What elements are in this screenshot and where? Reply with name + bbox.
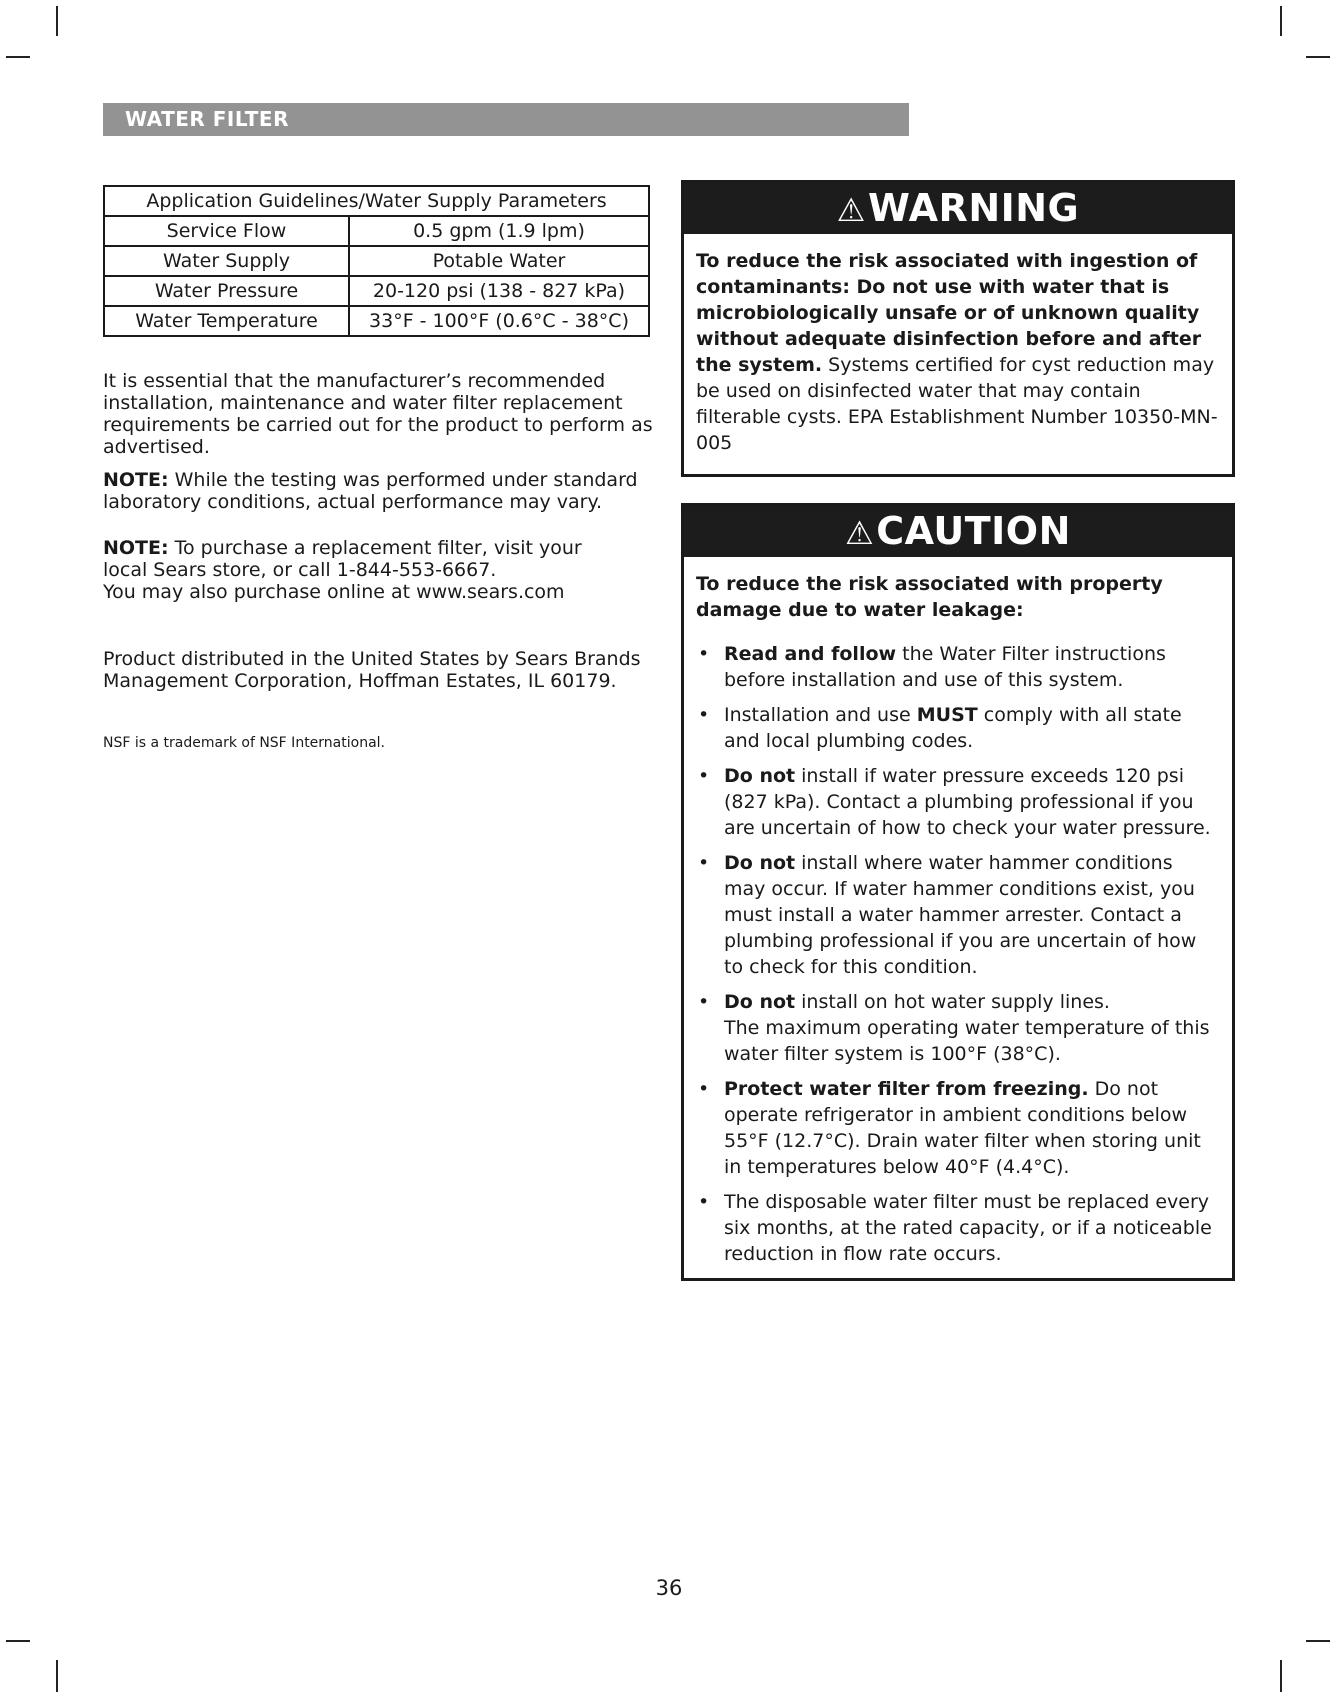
caution-box xyxy=(681,503,1235,1281)
bullet-bold: Do not xyxy=(724,991,796,1013)
list-item: • The disposable water filter must be replaced every six months, at the rated capacity, or if a noticeable reduction in flow rate occurs. xyxy=(698,1191,1212,1265)
bullet-bold: Read and follow xyxy=(724,643,897,665)
bullet-text: install if water pressure exceeds 120 psi (827 kPa). Contact a plumbing professional if you are uncertain of how to check your water pressure. xyxy=(724,765,1211,839)
bullet-bold: Protect water filter from freezing. xyxy=(724,1078,1089,1100)
bullet-text: Do not operate refrigerator in ambient conditions below 55°F (12.7°C). Drain water filter when storing unit in temperatures below 40°F (4.4°C). xyxy=(724,1078,1201,1178)
caution-list xyxy=(696,641,1220,1267)
warning-triangle-icon: ⚠ xyxy=(836,191,866,229)
crop-mark xyxy=(56,1660,58,1692)
trademark-note: NSF is a trademark of NSF International. xyxy=(103,735,385,751)
warning-box xyxy=(681,180,1235,477)
list-item: • Read and follow the Water Filter instructions before installation and use of this system. xyxy=(698,643,1166,691)
crop-mark xyxy=(1280,1660,1282,1692)
param-label: Water Pressure xyxy=(104,276,349,306)
page-number: 36 xyxy=(655,1576,683,1600)
table-row xyxy=(104,276,649,306)
param-value: 0.5 gpm (1.9 lpm) xyxy=(349,216,649,246)
crop-mark xyxy=(1280,6,1282,36)
note-purchase xyxy=(103,537,623,603)
table-row xyxy=(104,246,649,276)
warning-triangle-icon: ⚠ xyxy=(845,514,875,552)
param-value: 33°F - 100°F (0.6°C - 38°C) xyxy=(349,306,649,336)
list-item: • Do not install on hot water supply lines. The maximum operating water temperature of this water filter system is 100°F (38°C). xyxy=(698,991,1210,1065)
table-row xyxy=(104,216,649,246)
distributor-paragraph: Product distributed in the United States by Sears Brands Management Corporation, Hoffman Estates, IL 60179. xyxy=(103,648,641,692)
warning-text: Systems certified for cyst reduction may be used on disinfected water that may contain filterable cysts. EPA Establishment Number 10350-MN-005 xyxy=(696,354,1218,454)
param-label: Water Supply xyxy=(104,246,349,276)
bullet-text: the Water Filter instructions before installation and use of this system. xyxy=(724,643,1166,691)
warning-body xyxy=(684,234,1232,456)
bullet-text: install on hot water supply lines. xyxy=(795,991,1110,1013)
note-label: NOTE: xyxy=(103,469,169,491)
parameters-table xyxy=(103,185,650,337)
param-label: Service Flow xyxy=(104,216,349,246)
table-title: Application Guidelines/Water Supply Parameters xyxy=(104,186,649,216)
note-testing xyxy=(103,469,658,513)
list-item: • Protect water filter from freezing. Do not operate refrigerator in ambient conditions below 55°F (12.7°C). Drain water filter when storing unit in temperatures below 40°F (4.4°C). xyxy=(698,1078,1201,1178)
table-header-row xyxy=(104,186,649,216)
crop-mark xyxy=(1306,1640,1330,1642)
bullet-text: The maximum operating water temperature of this water filter system is 100°F (38°C). xyxy=(724,1017,1210,1065)
param-value: Potable Water xyxy=(349,246,649,276)
list-item: • Do not install if water pressure exceeds 120 psi (827 kPa). Contact a plumbing professional if you are uncertain of how to check your water pressure. xyxy=(698,765,1211,839)
list-item: • Installation and use MUST comply with all state and local plumbing codes. xyxy=(698,704,1182,752)
caution-intro: To reduce the risk associated with property damage due to water leakage: xyxy=(696,573,1163,621)
table-row xyxy=(104,306,649,336)
caution-title: CAUTION xyxy=(876,509,1071,553)
section-header: WATER FILTER xyxy=(103,103,909,136)
warning-header xyxy=(684,183,1232,234)
warning-bold-text: To reduce the risk associated with ingestion of contaminants: Do not use with water that is microbiologically unsafe or of unknown quality without adequate disinfection before and after the system. xyxy=(696,250,1202,376)
essential-paragraph: It is essential that the manufacturer’s recommended installation, maintenance and water filter replacement requirements be carried out for the product to perform as advertised. xyxy=(103,370,653,458)
bullet-bold: Do not xyxy=(724,852,796,874)
caution-header xyxy=(684,506,1232,557)
note-text: While the testing was performed under standard laboratory conditions, actual performance may vary. xyxy=(103,469,638,513)
crop-mark xyxy=(6,1640,30,1642)
online-purchase-text: You may also purchase online at www.sears.com xyxy=(103,581,565,603)
crop-mark xyxy=(1306,56,1330,58)
bullet-text: The disposable water filter must be replaced every six months, at the rated capacity, or if a noticeable reduction in flow rate occurs. xyxy=(724,1191,1212,1265)
bullet-bold: Do not xyxy=(724,765,796,787)
bullet-text: install where water hammer conditions may occur. If water hammer conditions exist, you must install a water hammer arrester. Contact a plumbing professional if you are uncertain of how to check for this condition. xyxy=(724,852,1197,978)
note-label: NOTE: xyxy=(103,537,169,559)
param-value: 20-120 psi (138 - 827 kPa) xyxy=(349,276,649,306)
caution-body xyxy=(684,557,1232,1267)
crop-mark xyxy=(6,56,30,58)
note-text: To purchase a replacement filter, visit your local Sears store, or call 1-844-553-6667. xyxy=(103,537,582,581)
bullet-text: Installation and use xyxy=(724,704,917,726)
crop-mark xyxy=(56,6,58,36)
warning-title: WARNING xyxy=(867,186,1080,230)
bullet-bold: MUST xyxy=(916,704,978,726)
param-label: Water Temperature xyxy=(104,306,349,336)
list-item: • Do not install where water hammer conditions may occur. If water hammer conditions exist, you must install a water hammer arrester. Contact a plumbing professional if you are uncertain of how to check for this condition. xyxy=(698,852,1197,978)
bullet-text: comply with all state and local plumbing codes. xyxy=(724,704,1182,752)
